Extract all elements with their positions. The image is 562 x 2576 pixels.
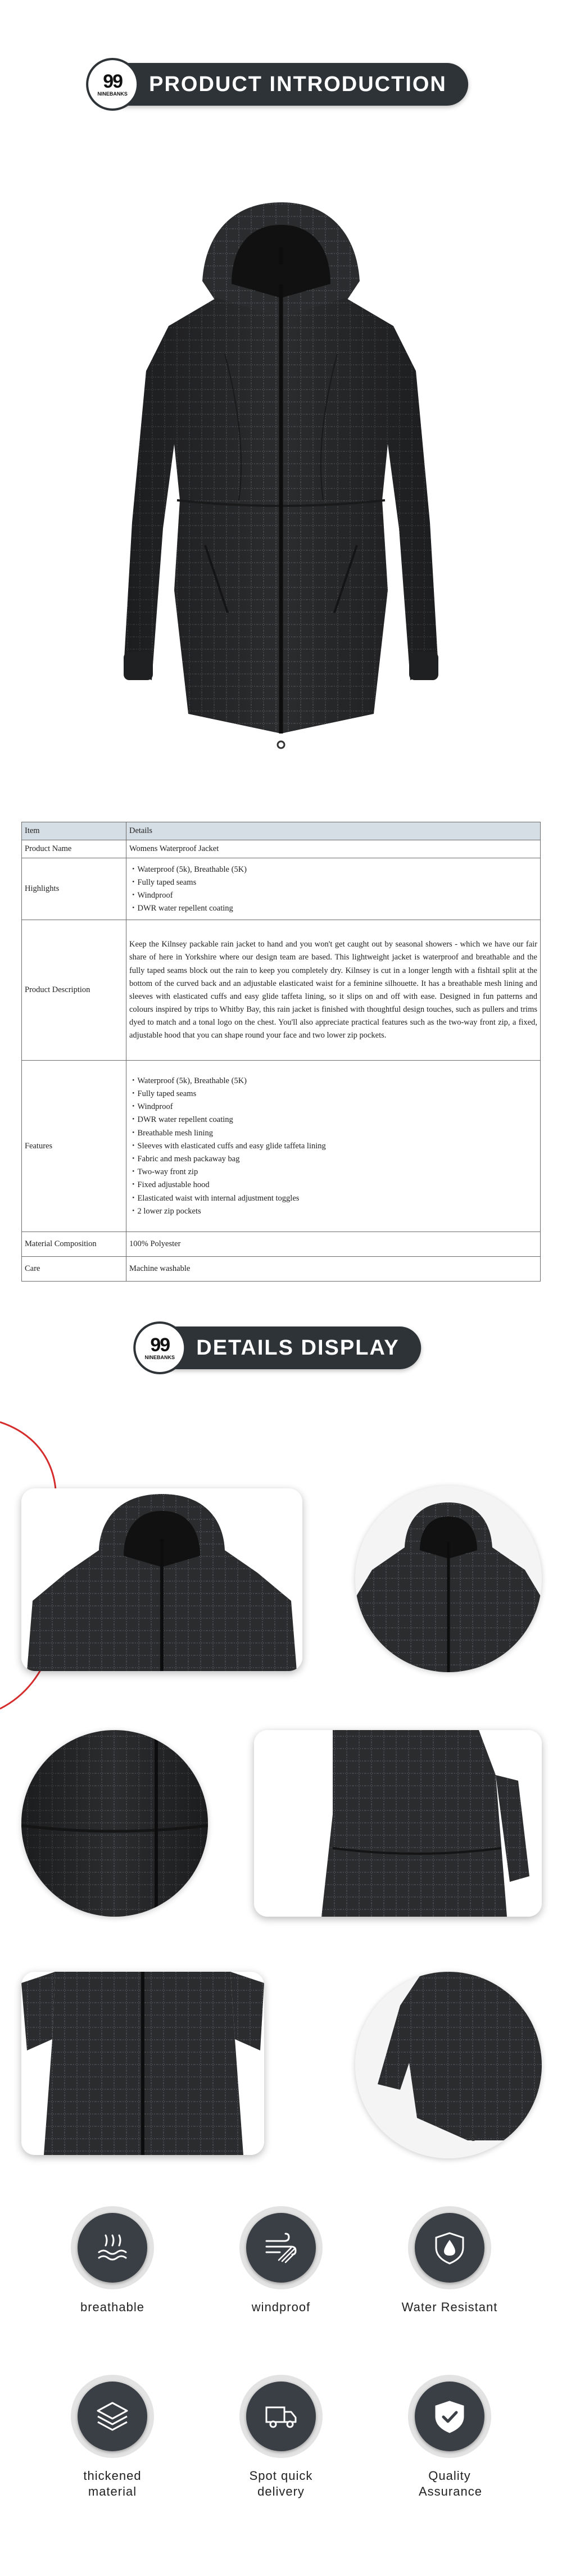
row-label: Highlights	[22, 858, 126, 920]
list-item: ・ Windproof	[129, 889, 537, 902]
feature-label: windproof	[251, 2300, 311, 2314]
table-row	[22, 840, 541, 858]
table-row	[22, 1061, 541, 1232]
feature-label: thickened material	[83, 2469, 142, 2498]
list-item: ・ Breathable mesh lining	[129, 1127, 537, 1140]
detail-image-hood-front	[21, 1488, 302, 1671]
feature-label: Spot quick delivery	[249, 2469, 313, 2498]
material-value: 100% Polyester	[126, 1232, 541, 1257]
delivery-truck-icon	[263, 2398, 299, 2434]
detail-image-shoulder	[355, 1486, 542, 1672]
product-name-value: Womens Waterproof Jacket	[126, 840, 541, 858]
section-title: DETAILS DISPLAY	[196, 1335, 400, 1360]
detail-image-lower-body	[21, 1972, 264, 2155]
highlights-list	[129, 863, 537, 916]
water-resistant-icon	[432, 2230, 468, 2266]
product-description-text: Keep the Kilnsey packable rain jacket to hand and you won't get caught out by seasonal showers - which we have our fair share of here in Yorkshire where our design team are based. This lightweight jacket is waterproof and breathable and the fully taped seams block out the rain to keep you completely dry. Kilnsey is cut in a longer length with a fishtail split at the bottom of the curved back and an adjustable elasticated waist for a feminine silhouette. It has a breathable mesh lining and sleeves with elasticated cuffs and easy glide taffeta lining, so it slips on and off with ease. Designed in fun patterns and colours inspired by trips to Whitby Bay, this rain jacket is finished with thoughtful design touches, such as pullers and trims dyed to match and a tonal logo on the chest. You'll also appreciate practical features such as the two-way front zip, a fixed, adjustable hood that you can shape round your face and two lower zip pockets.	[129, 940, 537, 1040]
section-title: PRODUCT INTRODUCTION	[149, 72, 447, 96]
row-label: Material Composition	[22, 1232, 126, 1257]
product-introduction-header	[94, 63, 468, 106]
feature-windproof	[214, 2206, 348, 2315]
column-header-details: Details	[126, 822, 541, 840]
list-item: ・ Windproof	[129, 1101, 537, 1113]
row-label: Features	[22, 1061, 126, 1232]
list-item: ・ Fabric and mesh packaway bag	[129, 1153, 537, 1166]
table-row	[22, 1232, 541, 1257]
detail-image-back	[254, 1730, 542, 1917]
details-display-header	[141, 1327, 421, 1369]
brand-logo: 99 NINEBANKS	[88, 60, 137, 108]
list-item: ・ Waterproof (5k), Breathable (5K)	[129, 1075, 537, 1088]
feature-quality-assurance	[382, 2375, 517, 2500]
list-item: ・ DWR water repellent coating	[129, 1113, 537, 1126]
table-row	[22, 858, 541, 920]
windproof-icon	[263, 2230, 299, 2266]
detail-image-waist	[21, 1730, 208, 1917]
list-item: ・ Waterproof (5k), Breathable (5K)	[129, 863, 537, 876]
shield-check-icon	[432, 2398, 468, 2434]
feature-spot-quick-delivery	[214, 2375, 348, 2500]
layers-icon	[94, 2398, 130, 2434]
list-item: ・ 2 lower zip pockets	[129, 1205, 537, 1218]
table-row	[22, 920, 541, 1061]
table-header-row	[22, 822, 541, 840]
features-list	[129, 1075, 537, 1218]
feature-label: Quality Assurance	[419, 2469, 482, 2498]
table-row	[22, 1257, 541, 1282]
row-label: Care	[22, 1257, 126, 1282]
row-label: Product Name	[22, 840, 126, 858]
product-spec-table	[21, 822, 541, 1282]
list-item: ・ Fixed adjustable hood	[129, 1179, 537, 1192]
list-item: ・ Two-way front zip	[129, 1166, 537, 1179]
care-value: Machine washable	[126, 1257, 541, 1282]
list-item: ・ DWR water repellent coating	[129, 902, 537, 915]
feature-label: breathable	[80, 2300, 144, 2314]
detail-image-hem	[355, 1972, 542, 2158]
brand-logo: 99 NINEBANKS	[135, 1324, 184, 1372]
row-label: Product Description	[22, 920, 126, 1061]
list-item: ・ Fully taped seams	[129, 876, 537, 889]
feature-label: Water Resistant	[401, 2300, 498, 2314]
feature-thickened-material	[45, 2375, 180, 2500]
feature-breathable	[45, 2206, 180, 2315]
list-item: ・ Elasticated waist with internal adjustment toggles	[129, 1192, 537, 1205]
jacket-product-image	[84, 185, 478, 776]
feature-water-resistant	[382, 2206, 517, 2315]
column-header-item: Item	[22, 822, 126, 840]
list-item: ・ Sleeves with elasticated cuffs and easy glide taffeta lining	[129, 1140, 537, 1153]
list-item: ・ Fully taped seams	[129, 1088, 537, 1101]
breathable-icon	[94, 2230, 130, 2266]
